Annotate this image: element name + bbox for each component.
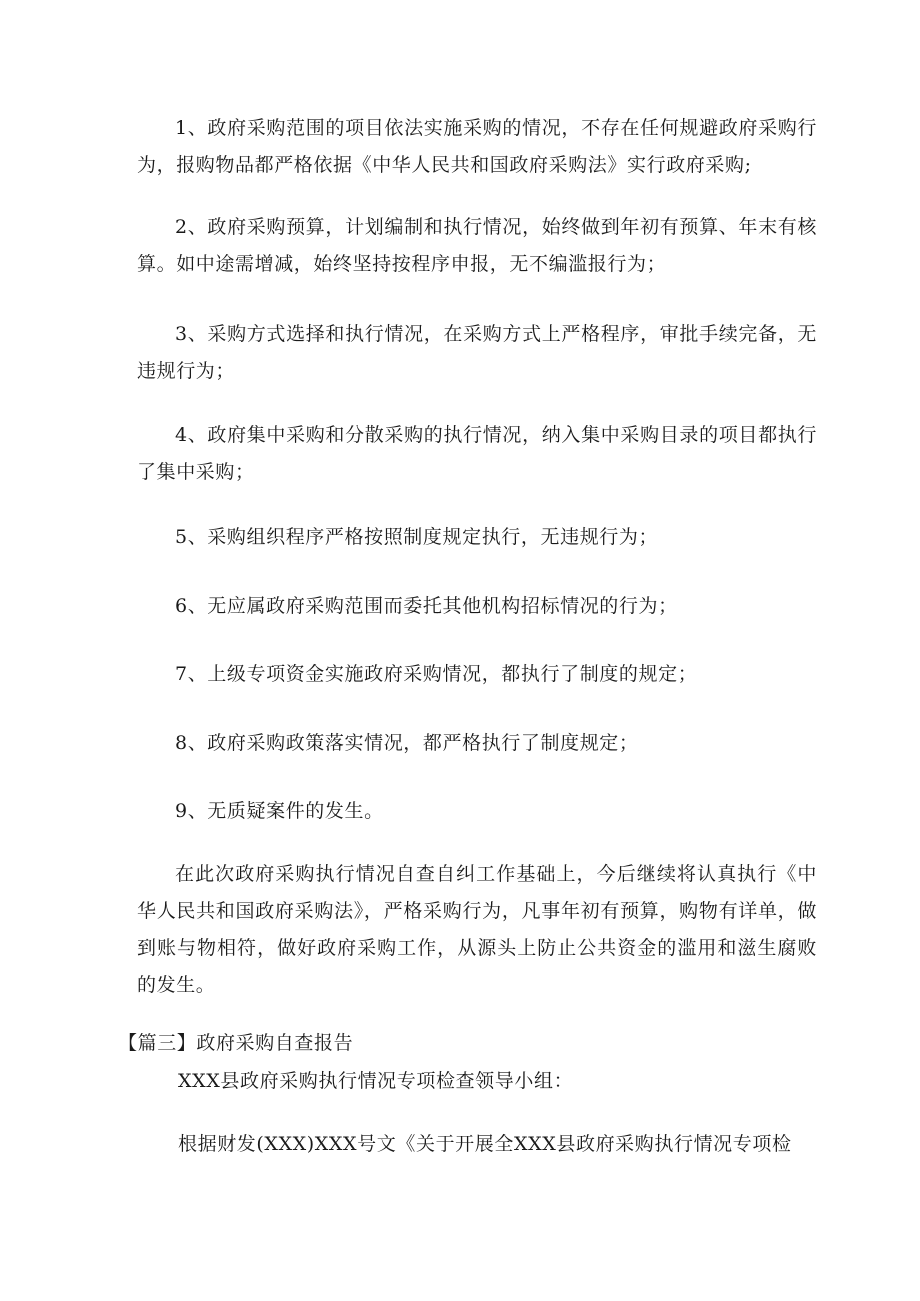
- item-7: 7、上级专项资金实施政府采购情况，都执行了制度的规定；: [175, 663, 698, 685]
- item-2: 2、政府采购预算，计划编制和执行情况，始终做到年初有预算、年末有核算。如中途需增减，始终坚持按程序申报，无不编滥报行为；: [137, 216, 817, 275]
- item-9: 9、无质疑案件的发生。: [175, 800, 384, 822]
- item-5: 5、采购组织程序严格按照制度规定执行，无违规行为；: [175, 526, 659, 548]
- item-3: 3、采购方式选择和执行情况，在采购方式上严格程序，审批手续完备，无违规行为；: [137, 323, 817, 382]
- item-6: 6、无应属政府采购范围而委托其他机构招标情况的行为；: [175, 595, 678, 617]
- item-8: 8、政府采购政策落实情况，都严格执行了制度规定；: [175, 732, 639, 754]
- item-1: 1、政府采购范围的项目依法实施采购的情况，不存在任何规避政府采购行为，报购物品都严格依据《中华人民共和国政府采购法》实行政府采购;: [137, 117, 817, 176]
- conclusion-paragraph: 在此次政府采购执行情况自查自纠工作基础上，今后继续将认真执行《中华人民共和国政府采购法》，严格采购行为，凡事年初有预算，购物有详单，做到账与物相符，做好政府采购工作，从源头上防止公共资金的滥用和滋生腐败的发生。: [137, 863, 817, 996]
- opening-line: 根据财发(XXX)XXX号文《关于开展全XXX县政府采购执行情况专项检: [178, 1133, 792, 1155]
- section-heading: 【篇三】政府采购自查报告: [118, 1032, 354, 1054]
- item-4: 4、政府集中采购和分散采购的执行情况，纳入集中采购目录的项目都执行了集中采购；: [137, 424, 817, 483]
- addressee-line: XXX县政府采购执行情况专项检查领导小组：: [178, 1070, 574, 1092]
